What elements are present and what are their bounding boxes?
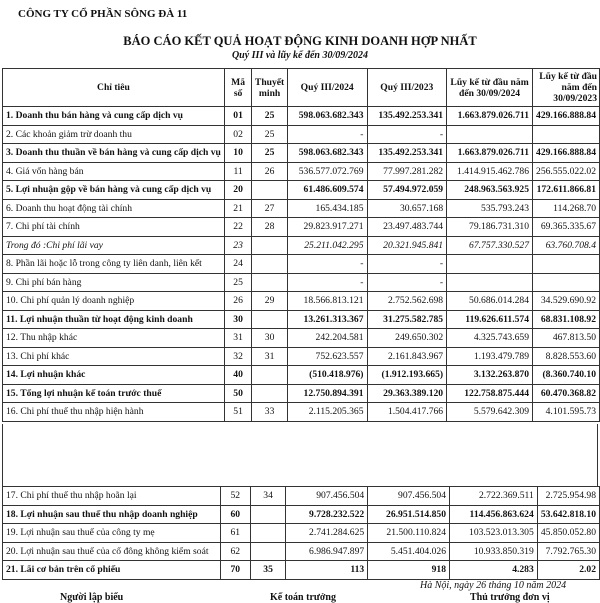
row-ytd-2023: 4.101.595.73 bbox=[533, 403, 600, 422]
row-q3-2024: 18.566.813.121 bbox=[287, 292, 367, 311]
row-ytd-2024: 535.793.243 bbox=[447, 199, 533, 218]
row-q3-2023: 23.497.483.744 bbox=[367, 218, 447, 237]
row-ytd-2023: 45.850.052.80 bbox=[537, 524, 599, 543]
row-ytd-2023: 60.470.368.82 bbox=[533, 384, 600, 403]
row-q3-2023: 30.657.168 bbox=[367, 199, 447, 218]
row-code: 02 bbox=[224, 125, 251, 144]
row-label: 12. Thu nhập khác bbox=[3, 329, 225, 348]
row-ytd-2023: 68.831.108.92 bbox=[533, 310, 600, 329]
signature-accountant: Kế toán trưởng bbox=[270, 592, 336, 603]
row-ytd-2024: 4.283 bbox=[450, 561, 538, 580]
row-label: 11. Lợi nhuận thuần từ hoạt động kinh doanh bbox=[3, 310, 225, 329]
row-code: 24 bbox=[224, 255, 251, 274]
header-q3-2023: Quý III/2023 bbox=[367, 69, 447, 107]
row-q3-2024: 61.486.609.574 bbox=[287, 181, 367, 200]
row-ytd-2023 bbox=[533, 273, 600, 292]
row-q3-2024: 242.204.581 bbox=[287, 329, 367, 348]
row-note: 25 bbox=[252, 144, 288, 163]
row-q3-2023: 918 bbox=[368, 561, 450, 580]
table-row bbox=[3, 144, 600, 163]
row-code: 50 bbox=[224, 384, 251, 403]
table-row bbox=[3, 384, 600, 403]
row-code: 40 bbox=[224, 366, 251, 385]
table-row bbox=[3, 199, 600, 218]
row-note bbox=[252, 384, 288, 403]
row-code: 01 bbox=[224, 107, 251, 126]
row-note bbox=[252, 255, 288, 274]
row-ytd-2024: 2.722.369.511 bbox=[450, 487, 538, 506]
row-ytd-2024: 4.325.743.659 bbox=[447, 329, 533, 348]
row-ytd-2023: 69.365.335.67 bbox=[533, 218, 600, 237]
row-q3-2023: 2.752.562.698 bbox=[367, 292, 447, 311]
header-ytd-2023: Lũy kế từ đầu năm đến 30/09/2023 bbox=[533, 69, 600, 107]
row-note: 35 bbox=[250, 561, 286, 580]
row-label: 15. Tổng lợi nhuận kế toán trước thuế bbox=[3, 384, 225, 403]
table-row bbox=[3, 347, 600, 366]
row-ytd-2024: 119.626.611.574 bbox=[447, 310, 533, 329]
table-row bbox=[3, 403, 600, 422]
row-q3-2024: 2.741.284.625 bbox=[286, 524, 368, 543]
row-label: 2. Các khoản giảm trừ doanh thu bbox=[3, 125, 225, 144]
row-label: 5. Lợi nhuận gộp về bán hàng và cung cấp dịch vụ bbox=[3, 181, 225, 200]
row-q3-2024: 165.434.185 bbox=[287, 199, 367, 218]
income-statement-table-top bbox=[2, 68, 600, 422]
table-row bbox=[3, 125, 600, 144]
row-label: 7. Chi phí tài chính bbox=[3, 218, 225, 237]
row-label: 3. Doanh thu thuần về bán hàng và cung cấp dịch vụ bbox=[3, 144, 225, 163]
row-q3-2023: - bbox=[367, 255, 447, 274]
row-label: Trong đó :Chi phí lãi vay bbox=[3, 236, 225, 255]
company-name: CÔNG TY CỔ PHẦN SÔNG ĐÀ 11 bbox=[18, 8, 188, 20]
row-label: 8. Phần lãi hoặc lỗ trong công ty liên danh, liên kết bbox=[3, 255, 225, 274]
row-q3-2024: (510.418.976) bbox=[287, 366, 367, 385]
row-q3-2024: - bbox=[287, 255, 367, 274]
header-code: Mã số bbox=[224, 69, 251, 107]
table-row bbox=[3, 181, 600, 200]
row-note bbox=[250, 542, 286, 561]
row-ytd-2023: 8.828.553.60 bbox=[533, 347, 600, 366]
row-code: 31 bbox=[224, 329, 251, 348]
row-code: 23 bbox=[224, 236, 251, 255]
row-label: 19. Lợi nhuận sau thuế của công ty mẹ bbox=[3, 524, 221, 543]
row-ytd-2024: 114.456.863.624 bbox=[450, 505, 538, 524]
row-q3-2024: 598.063.682.343 bbox=[287, 107, 367, 126]
row-q3-2023: 77.997.281.282 bbox=[367, 162, 447, 181]
row-note: 25 bbox=[252, 125, 288, 144]
row-ytd-2023: 429.166.888.84 bbox=[533, 107, 600, 126]
table-row bbox=[3, 329, 600, 348]
table-row bbox=[3, 310, 600, 329]
row-ytd-2023: 467.813.50 bbox=[533, 329, 600, 348]
row-q3-2024: 598.063.682.343 bbox=[287, 144, 367, 163]
table-row bbox=[3, 524, 600, 543]
row-code: 32 bbox=[224, 347, 251, 366]
row-ytd-2023 bbox=[533, 255, 600, 274]
row-code: 52 bbox=[220, 487, 250, 506]
row-ytd-2023: 2.02 bbox=[537, 561, 599, 580]
row-label: 13. Chi phí khác bbox=[3, 347, 225, 366]
row-code: 62 bbox=[220, 542, 250, 561]
row-note bbox=[252, 273, 288, 292]
row-ytd-2023: (8.360.740.10 bbox=[533, 366, 600, 385]
row-q3-2024: 752.623.557 bbox=[287, 347, 367, 366]
row-ytd-2024: 79.186.731.310 bbox=[447, 218, 533, 237]
row-ytd-2023: 34.529.690.92 bbox=[533, 292, 600, 311]
row-q3-2023: 20.321.945.841 bbox=[367, 236, 447, 255]
signature-preparer: Người lập biểu bbox=[60, 592, 124, 603]
row-ytd-2024: 103.523.013.305 bbox=[450, 524, 538, 543]
row-q3-2024: 536.577.072.769 bbox=[287, 162, 367, 181]
row-ytd-2023: 53.642.818.10 bbox=[537, 505, 599, 524]
table-row bbox=[3, 505, 600, 524]
row-note: 31 bbox=[252, 347, 288, 366]
row-q3-2024: 113 bbox=[286, 561, 368, 580]
row-q3-2024: - bbox=[287, 273, 367, 292]
report-subtitle: Quý III và lũy kế đến 30/09/2024 bbox=[231, 50, 369, 61]
row-note: 33 bbox=[252, 403, 288, 422]
row-ytd-2023: 63.760.708.4 bbox=[533, 236, 600, 255]
row-q3-2023: 57.494.972.059 bbox=[367, 181, 447, 200]
row-note bbox=[252, 366, 288, 385]
row-q3-2023: 2.161.843.967 bbox=[367, 347, 447, 366]
row-q3-2023: 29.363.389.120 bbox=[367, 384, 447, 403]
row-code: 25 bbox=[224, 273, 251, 292]
table-row bbox=[3, 218, 600, 237]
row-ytd-2024: 248.963.563.925 bbox=[447, 181, 533, 200]
row-label: 14. Lợi nhuận khác bbox=[3, 366, 225, 385]
row-code: 60 bbox=[220, 505, 250, 524]
row-code: 51 bbox=[224, 403, 251, 422]
row-q3-2024: 12.750.894.391 bbox=[287, 384, 367, 403]
row-note: 26 bbox=[252, 162, 288, 181]
row-q3-2023: 21.500.110.824 bbox=[368, 524, 450, 543]
row-q3-2024: 13.261.313.367 bbox=[287, 310, 367, 329]
row-label: 6. Doanh thu hoạt động tài chính bbox=[3, 199, 225, 218]
row-ytd-2024: 3.132.263.870 bbox=[447, 366, 533, 385]
row-q3-2023: 1.504.417.766 bbox=[367, 403, 447, 422]
row-ytd-2024: 1.193.479.789 bbox=[447, 347, 533, 366]
header-q3-2024: Quý III/2024 bbox=[287, 69, 367, 107]
header-note: Thuyết minh bbox=[252, 69, 288, 107]
row-ytd-2024: 67.757.330.527 bbox=[447, 236, 533, 255]
page-gap bbox=[2, 424, 598, 486]
table-row bbox=[3, 273, 600, 292]
row-q3-2024: 9.728.232.522 bbox=[286, 505, 368, 524]
row-label: 21. Lãi cơ bản trên cổ phiếu bbox=[3, 561, 221, 580]
row-label: 18. Lợi nhuận sau thuế thu nhập doanh nghiệp bbox=[3, 505, 221, 524]
row-note bbox=[250, 505, 286, 524]
table-row bbox=[3, 561, 600, 580]
row-label: 16. Chi phí thuế thu nhập hiện hành bbox=[3, 403, 225, 422]
row-ytd-2024 bbox=[447, 255, 533, 274]
table-row bbox=[3, 366, 600, 385]
signature-director: Thủ trưởng đơn vị bbox=[470, 592, 550, 603]
row-q3-2023: 907.456.504 bbox=[368, 487, 450, 506]
row-q3-2024: 29.823.917.271 bbox=[287, 218, 367, 237]
row-q3-2023: - bbox=[367, 273, 447, 292]
row-code: 70 bbox=[220, 561, 250, 580]
row-code: 20 bbox=[224, 181, 251, 200]
row-code: 21 bbox=[224, 199, 251, 218]
row-label: 10. Chi phí quản lý doanh nghiệp bbox=[3, 292, 225, 311]
row-label: 20. Lợi nhuận sau thuế của cổ đông không kiểm soát bbox=[3, 542, 221, 561]
row-note bbox=[252, 236, 288, 255]
row-ytd-2023: 2.725.954.98 bbox=[537, 487, 599, 506]
row-q3-2023: (1.912.193.665) bbox=[367, 366, 447, 385]
table-row bbox=[3, 107, 600, 126]
table-row bbox=[3, 162, 600, 181]
report-title: BÁO CÁO KẾT QUẢ HOẠT ĐỘNG KINH DOANH HỢP NHẤT bbox=[123, 34, 477, 48]
row-q3-2023: 31.275.582.785 bbox=[367, 310, 447, 329]
row-q3-2023: 135.492.253.341 bbox=[367, 144, 447, 163]
place-date: Hà Nội, ngày 26 tháng 10 năm 2024 bbox=[420, 580, 567, 591]
row-note bbox=[252, 181, 288, 200]
row-ytd-2023: 172.611.866.81 bbox=[533, 181, 600, 200]
row-q3-2023: 135.492.253.341 bbox=[367, 107, 447, 126]
row-note bbox=[250, 524, 286, 543]
row-ytd-2024: 1.414.915.462.786 bbox=[447, 162, 533, 181]
row-ytd-2023 bbox=[533, 125, 600, 144]
header-item: Chỉ tiêu bbox=[3, 69, 225, 107]
row-label: 9. Chi phí bán hàng bbox=[3, 273, 225, 292]
row-note: 28 bbox=[252, 218, 288, 237]
row-q3-2024: - bbox=[287, 125, 367, 144]
row-ytd-2024 bbox=[447, 125, 533, 144]
row-ytd-2023: 7.792.765.30 bbox=[537, 542, 599, 561]
row-note: 34 bbox=[250, 487, 286, 506]
row-code: 22 bbox=[224, 218, 251, 237]
row-code: 61 bbox=[220, 524, 250, 543]
table-row bbox=[3, 236, 600, 255]
row-ytd-2024: 122.758.875.444 bbox=[447, 384, 533, 403]
row-ytd-2024: 10.933.850.319 bbox=[450, 542, 538, 561]
row-note bbox=[252, 310, 288, 329]
row-note: 30 bbox=[252, 329, 288, 348]
row-ytd-2024: 5.579.642.309 bbox=[447, 403, 533, 422]
row-ytd-2024: 1.663.879.026.711 bbox=[447, 144, 533, 163]
table-row bbox=[3, 255, 600, 274]
row-note: 27 bbox=[252, 199, 288, 218]
row-label: 1. Doanh thu bán hàng và cung cấp dịch vụ bbox=[3, 107, 225, 126]
income-statement-table-bottom bbox=[2, 486, 600, 580]
row-q3-2023: 26.951.514.850 bbox=[368, 505, 450, 524]
row-q3-2023: - bbox=[367, 125, 447, 144]
row-q3-2023: 249.650.302 bbox=[367, 329, 447, 348]
table-row bbox=[3, 487, 600, 506]
row-ytd-2023: 429.166.888.84 bbox=[533, 144, 600, 163]
row-code: 10 bbox=[224, 144, 251, 163]
row-q3-2024: 6.986.947.897 bbox=[286, 542, 368, 561]
row-ytd-2023: 114.268.70 bbox=[533, 199, 600, 218]
row-q3-2024: 2.115.205.365 bbox=[287, 403, 367, 422]
row-ytd-2023: 256.555.022.02 bbox=[533, 162, 600, 181]
row-ytd-2024: 1.663.879.026.711 bbox=[447, 107, 533, 126]
row-note: 25 bbox=[252, 107, 288, 126]
row-note: 29 bbox=[252, 292, 288, 311]
row-code: 11 bbox=[224, 162, 251, 181]
row-label: 17. Chi phí thuế thu nhập hoãn lại bbox=[3, 487, 221, 506]
row-label: 4. Giá vốn hàng bán bbox=[3, 162, 225, 181]
row-q3-2024: 907.456.504 bbox=[286, 487, 368, 506]
row-ytd-2024: 50.686.014.284 bbox=[447, 292, 533, 311]
header-ytd-2024: Lũy kế từ đầu năm đến 30/09/2024 bbox=[447, 69, 533, 107]
row-q3-2023: 5.451.404.026 bbox=[368, 542, 450, 561]
table-row bbox=[3, 292, 600, 311]
row-q3-2024: 25.211.042.295 bbox=[287, 236, 367, 255]
row-code: 30 bbox=[224, 310, 251, 329]
row-code: 26 bbox=[224, 292, 251, 311]
table-row bbox=[3, 542, 600, 561]
row-ytd-2024 bbox=[447, 273, 533, 292]
